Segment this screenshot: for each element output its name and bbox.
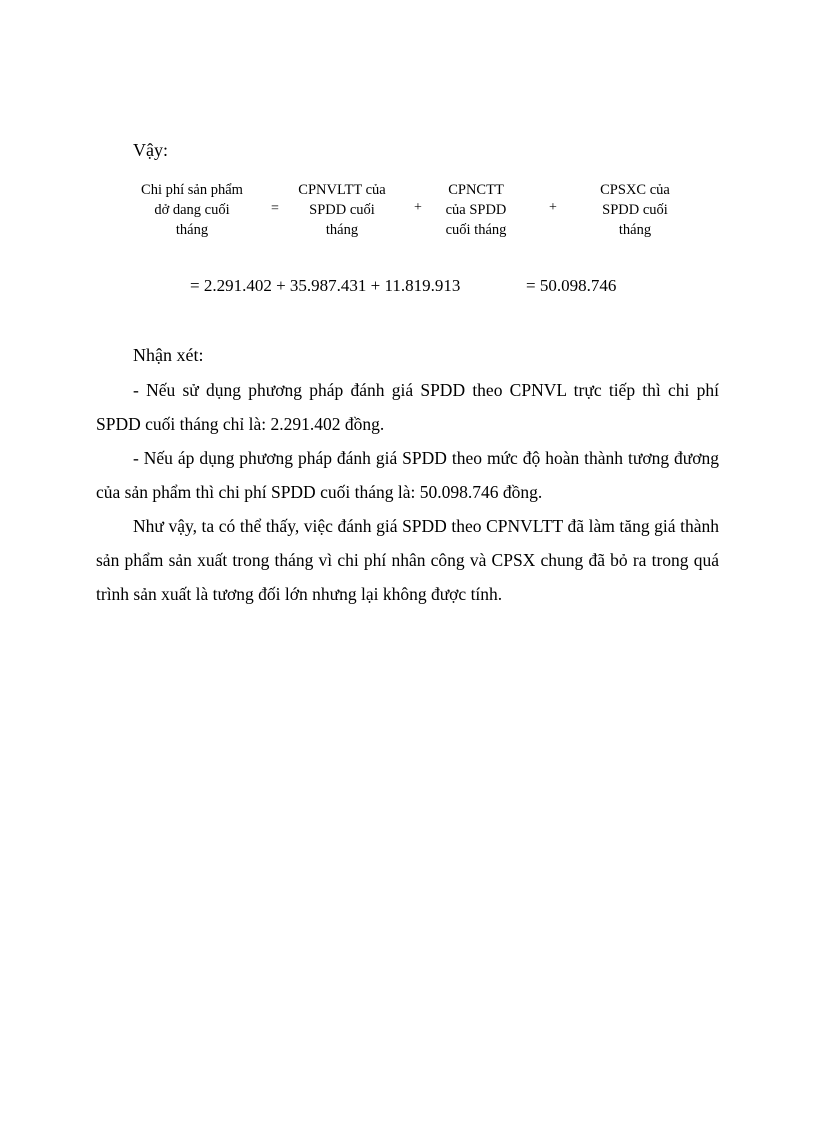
formula-term-line: CPNVLTT của [298, 182, 386, 198]
calculation-result: = 50.098.746 [526, 276, 617, 295]
calculation-expression: = 2.291.402 + 35.987.431 + 11.819.913 [190, 276, 461, 295]
paragraph-remark-1: - Nếu sử dụng phương pháp đánh giá SPDD theo CPNVL trực tiếp thì chi phí SPDD cuối tháng chỉ là: 2.291.402 đồng. [96, 380, 719, 434]
formula-term-cpsxc [585, 180, 685, 240]
formula-term-line: cuối tháng [445, 222, 507, 238]
formula-lhs-line: tháng [175, 222, 209, 238]
paragraph-remark-2: - Nếu áp dụng phương pháp đánh giá SPDD theo mức độ hoàn thành tương đương của sản phẩm thì chi phí SPDD cuối tháng là: 50.098.746 đồng. [96, 448, 719, 502]
remarks-title: Nhận xét: [133, 345, 204, 365]
formula-term-line: CPSXC của [600, 182, 670, 198]
formula-term-line: tháng [618, 222, 652, 238]
paragraph-conclusion: Như vậy, ta có thể thấy, việc đánh giá SPDD theo CPNVLTT đã làm tăng giá thành sản phẩm sản xuất trong tháng vì chi phí nhân công và CPSX chung đã bỏ ra trong quá trình sản xuất là tương đối lớn nhưng lại không được tính. [96, 516, 719, 604]
formula-term-line: tháng [325, 222, 359, 238]
formula-lhs-line: dở dang cuối [154, 202, 230, 218]
formula-term-line: SPDD cuối [309, 202, 375, 218]
formula-lhs-line: Chi phí sản phẩm [141, 182, 243, 198]
equals-sign: = [271, 201, 279, 216]
formula-term-line: SPDD cuối [602, 202, 668, 218]
heading: Vậy: [133, 140, 168, 160]
formula-term-line: của SPDD [445, 202, 507, 218]
formula-term-line: CPNCTT [448, 182, 504, 198]
plus-sign: + [549, 200, 557, 215]
formula-term-cpnvltt [287, 180, 397, 240]
formula-term-cpnctt [433, 180, 519, 240]
formula-lhs [130, 180, 254, 240]
plus-sign: + [414, 200, 422, 215]
